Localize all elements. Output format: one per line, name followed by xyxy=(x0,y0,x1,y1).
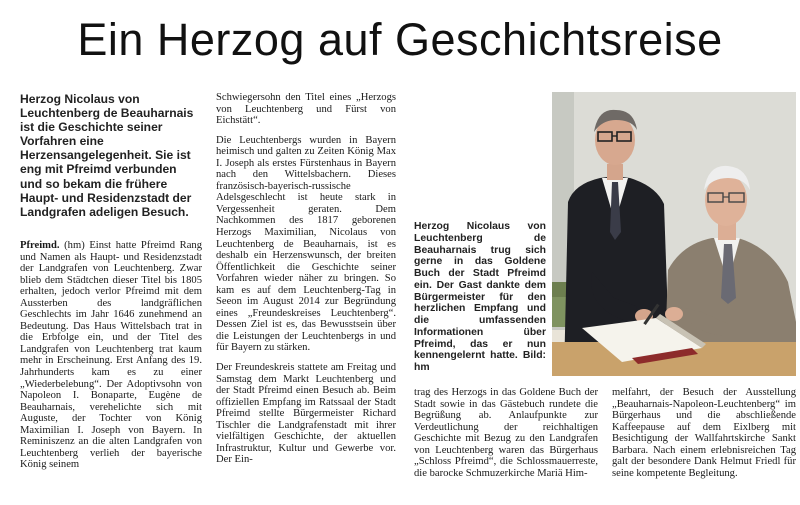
lead-paragraph: Herzog Nicolaus von Leuchtenberg de Beauharnais ist die Geschichte seiner Vorfahren eine Herzensangelegenheit. Sie ist eng mit Pfreimd verbunden und so bekam die frühere Haupt- und Residenzstadt der Landgrafen adeligen Besuch. xyxy=(20,92,194,219)
article-text: (hm) Einst hatte Pfreimd Rang und Namen als Haupt- und Residenzstadt der Landgrafen von Leuchtenberg. Zwar blieb dem Städtchen dieser Titel bis 1805 erhalten, jedoch verlor Pfreimd mit dem Aussterben des landgräflichen Geschlechts im Jahr 1646 zunehmend an Bedeutung. Das Haus Wittelsbach trat in die Erbfolge ein, und der Titel des Landgrafen von Leuchtenberg trat kaum mehr in Erscheinung. Erst Anfang des 19. Jahrhunderts kam es zu einer „Wiederbelebung“. Der Adoptivsohn von Napoleon I. Bonaparte, Eugène de Beauharnais, verehelichte sich mit Auguste, der Tochter von König Maximilian I. Joseph von Bayern. In Reminiszenz an die alten Landgrafen von Leuchtenberg verlieh der bayerische König seinem xyxy=(20,240,202,471)
article-paragraph: Der Freundeskreis stattete am Freitag und Samstag dem Markt Leuchtenberg und der Stadt Pfreimd einen Besuch ab. Beim offiziellen Empfang im Ratssaal der Stadt Pfreimd stellte Bürgermeister Richard Tischler die Landgrafenstadt mit ihrer vielfältigen Geschichte, der aktuellen Infrastruktur, Kultur und Gewerbe vor. Der Ein- xyxy=(216,362,396,466)
article-paragraph: Die Leuchtenbergs wurden in Bayern heimisch und galten zu Zeiten König Max I. Joseph als erstes Fürstenhaus in Bayern nach den Wittelsbachern. Dieses französisch-bayerisch-russische Adelsgeschlecht ist heute stark in Vergessenheit geraten. Dem Nachkommen des 1817 geborenen Herzogs Maximilian, Nicolaus von Leuchtenberg de Beauharnais, ist es deshalb ein Herzenswunsch, der breiten Öffentlichkeit die Geschichte seiner Vorfahren wieder näher zu bringen. So kam es auf dem Leuchtenberg-Tag in Seeon im August 2014 zur Begründung eines „Freundeskreises Leuchtenberg“. Dessen Ziel ist es, das Bewusstsein über die Leistungen der Leuchtenbergs in und für Bayern zu stärken. xyxy=(216,134,396,354)
article-paragraph: Schwiegersohn den Titel eines „Herzogs von Leuchtenberg und Fürst von Eichstätt“. xyxy=(216,92,396,127)
article-paragraph: trag des Herzogs in das Goldene Buch der Stadt sowie in das Gästebuch rundete die Begrüßung ab. Anlaufpunkte zur Verdeutlichung der reichhaltigen Geschichte mit Bezug zu den Landgrafen von Leuchtenberg waren das Bürgerhaus „Schloss Pfreimd“, die Schlossmauerreste, die barocke Schmuzerkirche Mariä Him- xyxy=(414,387,598,479)
article-column-4 xyxy=(612,387,796,487)
article-column-1 xyxy=(20,240,202,479)
photo-caption: Herzog Nicolaus von Leuchtenberg de Beauharnais trug sich gerne in das Goldene Buch der Stadt Pfreimd ein. Der Gast dankte dem Bürgermeister für den herzlichen Empfang und die umfassenden Informationen über Pfreimd, das er nun kennengelernt hatte. Bild: hm xyxy=(414,221,546,373)
headline: Ein Herzog auf Geschichtsreise xyxy=(77,14,723,65)
article-column-3 xyxy=(414,387,598,487)
article-paragraph: melfahrt, der Besuch der Ausstellung „Beauharnais-Napoleon-Leuchtenberg“ im Bürgerhaus und die abschließende Kaffeepause auf dem Eixlberg mit Besichtigung der Wallfahrtskirche Sankt Barbara. Nach einem erlebnisreichen Tag galt der besondere Dank Helmut Friedl für seine kompetente Begleitung. xyxy=(612,387,796,479)
article-column-2 xyxy=(216,92,396,474)
photo-illustration-icon xyxy=(552,92,796,376)
dateline: Pfreimd. xyxy=(20,240,60,251)
article-paragraph xyxy=(20,240,202,471)
article-photo xyxy=(552,92,796,376)
